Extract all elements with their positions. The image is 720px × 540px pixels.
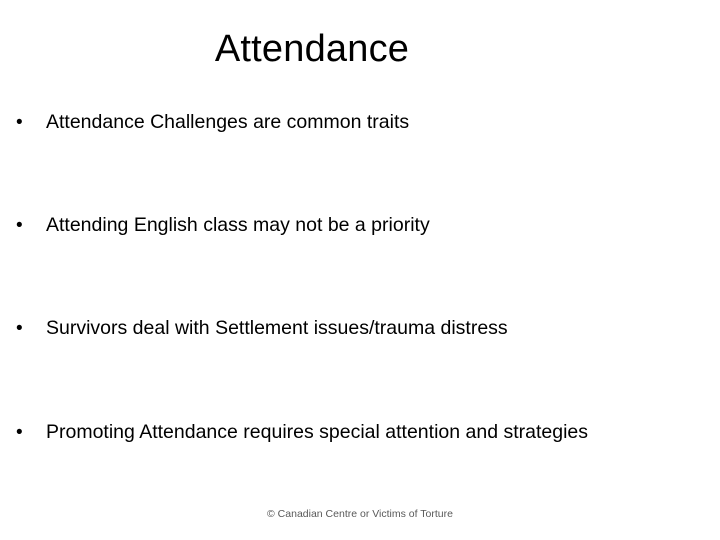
slide-title: Attendance [214, 28, 410, 70]
bullet-text: Survivors deal with Settlement issues/trauma distress [46, 317, 508, 339]
bullet-icon: • [16, 215, 23, 236]
bullet-item [16, 110, 706, 135]
bullet-item [16, 420, 706, 445]
bullet-icon: • [16, 318, 23, 339]
bullet-item [16, 316, 706, 341]
bullet-text: Attendance Challenges are common traits [46, 111, 410, 133]
bullet-icon: • [16, 422, 23, 443]
bullet-text: Attending English class may not be a priority [46, 214, 430, 236]
bullet-text: Promoting Attendance requires special attention and strategies [46, 421, 589, 443]
bullet-item [16, 213, 706, 238]
slide-footer: © Canadian Centre or Victims of Torture [267, 508, 453, 520]
bullet-icon: • [16, 112, 23, 133]
